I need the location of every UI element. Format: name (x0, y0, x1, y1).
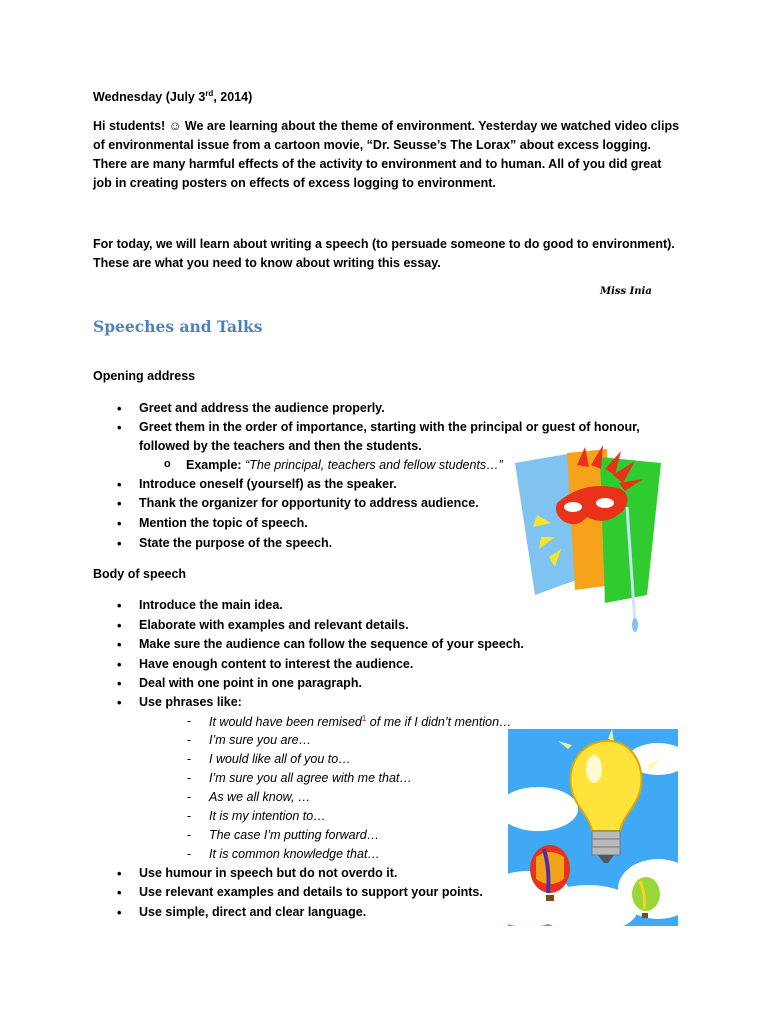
bullet-icon: • (117, 637, 122, 652)
bullet-icon: • (117, 477, 122, 492)
today-paragraph: For today, we will learn about writing a speech (to persuade someone to do good to environment). These are what you need to know about writing this essay. (93, 237, 675, 270)
bullet-icon: • (117, 420, 122, 435)
bullet-icon: • (117, 866, 122, 881)
bullet-icon: • (117, 598, 122, 613)
bullet-icon: • (117, 536, 122, 551)
document-page: Wednesday (July 3rd, 2014) Hi students! ☺ We are learning about the theme of environment. Yesterday we watched video clips of environmental issue from a cartoon movie, “Dr. Seusse’s The Lorax” about excess logging. There are many harmful effects of the activity to environment and to human. All of you did great job in creating posters on effects of excess logging to environment. For today, we will learn about writing a speech (to persuade someone to do good to environment). These are what you need to know about writing this essay. Miss Inia Speeches and Talks Opening address • Greet and address the audience properly. • Greet them in the order of importance, starting with the principal or guest of honour, followed by the teachers and then the students. o Example: “The principal, teachers and fellow students…” • Introduce oneself (yourself) as the speaker. • Thank the organizer for opportunity to address audience. • Mention the topic of speech. • State the purpose of the speech. Body of speech • Introduce the main idea. • Elaborate with examples and relevant details. • Make sure the audience can follow the sequence of your speech. • Have enough content to interest the audience. • Deal with one point in one paragraph. • Use phrases like: - It would have been remised$^1$ of me if I didn’t mention… - I’m sure you are… - I would like all of you to… - I’m sure you all agree with me that… - As we all know, … - It is my intention to… - The case I’m putting forward… - It is common knowledge that… • Use humour in speech but do not overdo it. • Use relevant examples and details to support your points. • Use simple, direct and clear language. (0, 0, 768, 1024)
lightbulb-balloon-clipart (508, 729, 678, 926)
lesson-date: Wednesday (July 3rd, 2014) (93, 89, 253, 105)
intro-paragraph: Hi students! ☺ We are learning about the theme of environment. Yesterday we watched video clips of environmental issue from a cartoon movie, “Dr. Seusse’s The Lorax” about excess logging. There are many harmful effects of the activity to environment and to human. All of you did great job in creating posters on effects of excess logging to environment. (93, 119, 680, 190)
circle-bullet-icon: o (164, 458, 171, 470)
bullet-icon: • (117, 657, 122, 672)
bullet-icon: • (117, 618, 122, 633)
bullet-icon: • (117, 695, 122, 710)
bullet-icon: • (117, 885, 122, 900)
section-title: Speeches and Talks (93, 317, 263, 336)
teacher-signature: Miss Inia (600, 286, 652, 297)
carnival-mask-clipart (515, 445, 665, 635)
bullet-icon: • (117, 516, 122, 531)
footnote-marker[interactable]: 1 (361, 714, 367, 723)
bullet-icon: • (117, 676, 122, 691)
bullet-icon: • (117, 401, 122, 416)
body-of-speech-title: Body of speech (93, 567, 187, 581)
bullet-icon: • (117, 496, 122, 511)
opening-address-title: Opening address (93, 369, 196, 383)
bullet-icon: • (117, 905, 122, 920)
